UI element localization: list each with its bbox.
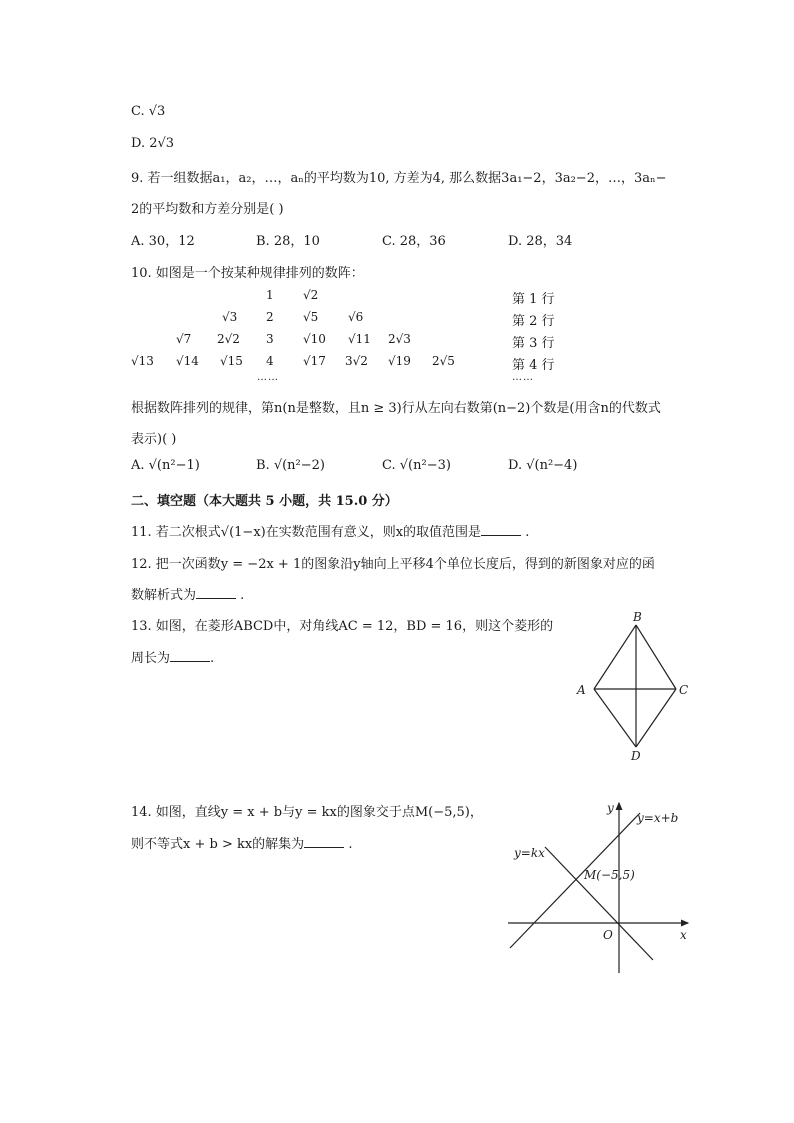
matrix-cell: √14 — [176, 354, 199, 368]
matrix-cell: 3 — [266, 332, 274, 346]
q12-text-end: . — [236, 588, 245, 603]
vertex-label-c: C — [679, 683, 689, 697]
q9-option-c: C. 28，36 — [382, 234, 446, 249]
q9-option-a: A. 30，12 — [131, 234, 195, 249]
q12-stem-line2 — [131, 584, 244, 603]
matrix-cell: 4 — [266, 354, 274, 368]
line-label-x-plus-b: y=x+b — [637, 811, 679, 825]
q9-option-b: B. 28，10 — [256, 234, 320, 249]
matrix-cell: √11 — [348, 332, 371, 346]
q8-option-d: D. 2√3 — [131, 136, 175, 151]
answer-blank[interactable] — [304, 835, 344, 848]
matrix-ellipsis: …… — [257, 372, 279, 383]
q10-stem-line1: 根据数阵排列的规律，第n(n是整数，且n ≥ 3)行从左向右数第(n−2)个数是(用含n的代数式 — [131, 401, 661, 416]
line-label-kx: y=kx — [514, 846, 545, 860]
rhombus-side-ab — [594, 625, 636, 689]
matrix-cell: 3√2 — [345, 354, 368, 368]
point-m-label: M(−5,5) — [584, 868, 635, 882]
matrix-cell: √17 — [303, 354, 326, 368]
rhombus-figure — [570, 608, 700, 768]
matrix-cell: 2√3 — [388, 332, 411, 346]
row-label: 第 2 行 — [512, 314, 555, 329]
vertex-label-a: A — [577, 683, 586, 697]
q9-stem-line2: 2的平均数和方差分别是( ) — [131, 202, 284, 217]
matrix-cell: √6 — [348, 310, 364, 324]
q13-text: 周长为 — [131, 651, 171, 666]
row-label: 第 4 行 — [512, 358, 555, 373]
q11-text-end: . — [521, 525, 530, 540]
q13-text-end: . — [210, 651, 215, 666]
matrix-cell: √3 — [222, 310, 238, 324]
q10-option-b: B. √(n²−2) — [256, 458, 325, 473]
answer-blank[interactable] — [481, 523, 521, 536]
section-title: 二、填空题（本大题共 5 小题，共 15.0 分） — [131, 494, 398, 509]
rhombus-side-da — [594, 689, 636, 747]
matrix-cell: 2 — [266, 310, 274, 324]
rhombus-side-bc — [636, 625, 676, 689]
matrix-cell: √2 — [303, 288, 319, 302]
line-y-kx — [545, 847, 653, 960]
q10-intro: 10. 如图是一个按某种规律排列的数阵： — [131, 266, 364, 281]
q9-stem-line1: 9. 若一组数据a₁，a₂，…，aₙ的平均数为10, 方差为4, 那么数据3a₁−2，3a₂−2，…，3aₙ− — [131, 171, 667, 186]
matrix-cell: 2√2 — [217, 332, 240, 346]
q14-text: 则不等式x + b > kx的解集为 — [131, 837, 305, 852]
q14-stem-line2 — [131, 833, 352, 852]
q10-option-a: A. √(n²−1) — [131, 458, 200, 473]
q10-stem-line2: 表示)( ) — [131, 432, 177, 447]
origin-label: O — [603, 928, 613, 942]
matrix-cell: √5 — [303, 310, 319, 324]
q10-option-c: C. √(n²−3) — [382, 458, 451, 473]
matrix-cell: 1 — [266, 288, 274, 302]
q9-option-d: D. 28，34 — [508, 234, 573, 249]
q11-stem — [131, 521, 529, 540]
q13-stem-line2 — [131, 647, 214, 666]
matrix-cell: 2√5 — [432, 354, 455, 368]
answer-blank[interactable] — [170, 649, 210, 662]
vertex-label-d: D — [631, 749, 641, 763]
rhombus-side-cd — [636, 689, 676, 747]
matrix-ellipsis-right: …… — [512, 372, 534, 383]
q14-stem-line1: 14. 如图，直线y = x + b与y = kx的图象交于点M(−5,5)， — [131, 805, 483, 820]
matrix-cell: √19 — [388, 354, 411, 368]
matrix-cell: √10 — [303, 332, 326, 346]
q10-option-d: D. √(n²−4) — [508, 458, 578, 473]
matrix-cell: √15 — [220, 354, 243, 368]
y-axis-label: y — [607, 801, 614, 815]
q12-text: 数解析式为 — [131, 588, 197, 603]
q12-stem-line1: 12. 把一次函数y = −2x + 1的图象沿y轴向上平移4个单位长度后，得到的新图象对应的函 — [131, 557, 655, 572]
vertex-label-b: B — [633, 610, 642, 624]
line-graph-figure — [500, 795, 700, 980]
answer-blank[interactable] — [196, 586, 236, 599]
x-axis-label: x — [680, 928, 687, 942]
matrix-cell: √13 — [131, 354, 154, 368]
matrix-cell: √7 — [176, 332, 192, 346]
row-label: 第 1 行 — [512, 292, 555, 307]
q14-text-end: . — [344, 837, 353, 852]
row-label: 第 3 行 — [512, 336, 555, 351]
q13-stem-line1: 13. 如图，在菱形ABCD中，对角线AC = 12，BD = 16，则这个菱形的 — [131, 619, 554, 634]
q11-text: 11. 若二次根式√(1−x)在实数范围有意义，则x的取值范围是 — [131, 525, 482, 540]
q8-option-c: C. √3 — [131, 104, 166, 119]
